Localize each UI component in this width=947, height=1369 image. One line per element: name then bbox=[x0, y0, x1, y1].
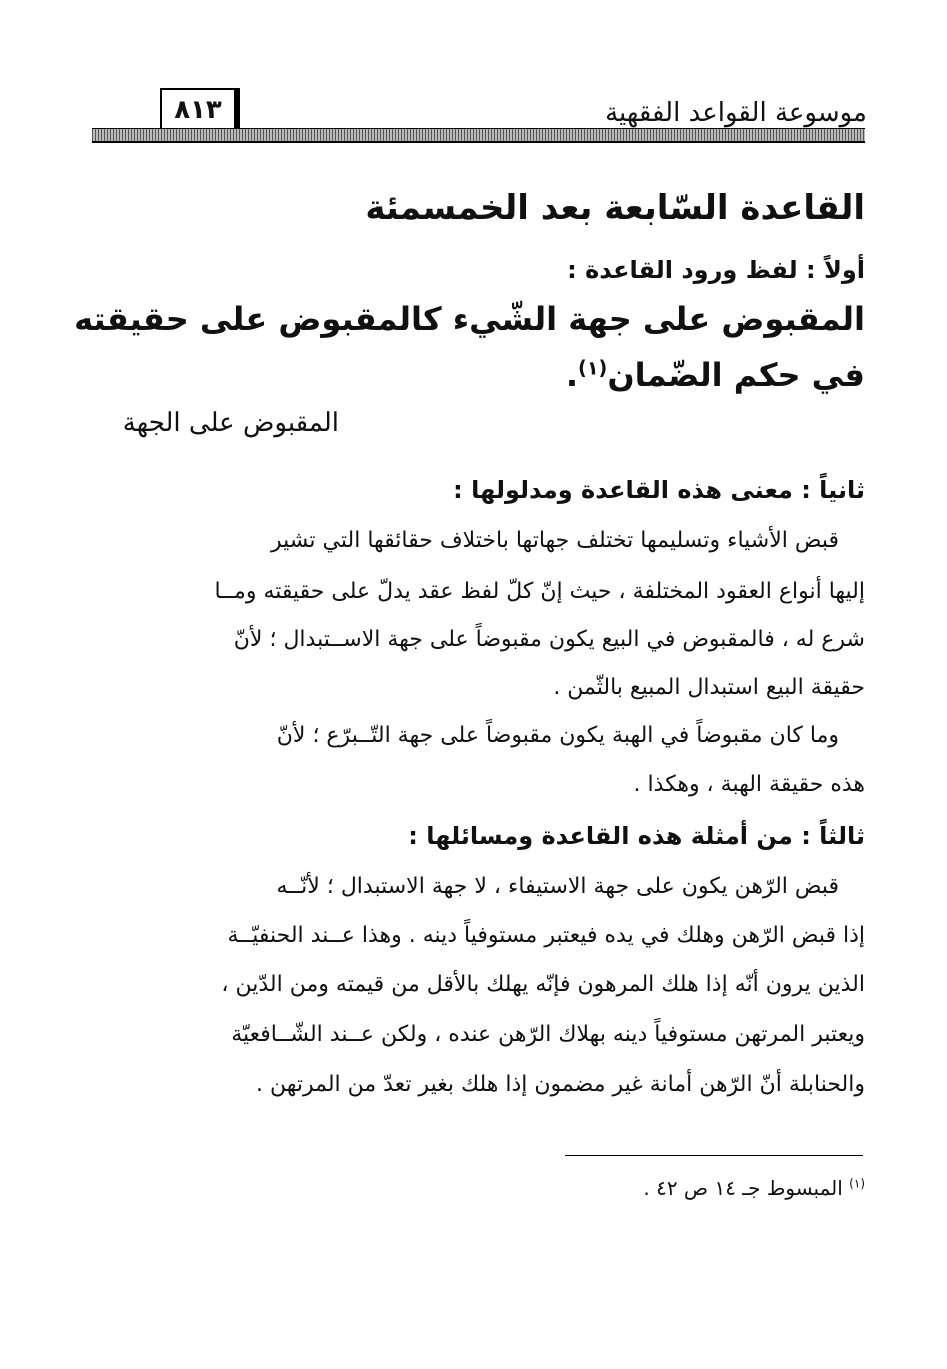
rule-quote-line-1: المقبوض على جهة الشّيء كالمقبوض على حقيقته bbox=[74, 300, 865, 338]
rule-heading: القاعدة السّابعة بعد الخمسمئة bbox=[365, 188, 865, 228]
section-2-line: شرع له ، فالمقبوض في البيع يكون مقبوضاً على جهة الاســتبدال ؛ لأنّ bbox=[233, 627, 865, 652]
footnote bbox=[643, 1176, 865, 1200]
section-2-line: قبض الأشياء وتسليمها تختلف جهاتها باختلاف حقائقها التي تشير bbox=[271, 528, 839, 553]
section-2-line: هذه حقيقة الهبة ، وهكذا . bbox=[633, 772, 865, 797]
section-3-line: إذا قبض الرّهن وهلك في يده فيعتبر مستوفياً دينه . وهذا عــند الحنفيّــة bbox=[227, 923, 865, 948]
section-2-line: وما كان مقبوضاً في الهبة يكون مقبوضاً على جهة التّــبرّع ؛ لأنّ bbox=[276, 723, 839, 748]
section-2-heading: ثانياً : معنى هذه القاعدة ومدلولها : bbox=[453, 476, 865, 504]
rule-quote-text: في حكم الضّمان bbox=[607, 356, 865, 394]
footnote-text: المبسوط جـ ١٤ ص ٤٢ . bbox=[643, 1176, 843, 1200]
section-1-heading: أولاً : لفظ ورود القاعدة : bbox=[567, 256, 865, 284]
footnote-ref: (١) bbox=[578, 356, 608, 380]
rule-quote-line-2 bbox=[566, 356, 865, 394]
header-rule bbox=[92, 128, 865, 143]
section-3-line: والحنابلة أنّ الرّهن أمانة غير مضمون إذا هلك بغير تعدّ من المرتهن . bbox=[255, 1072, 865, 1097]
section-3-line: ويعتبر المرتهن مستوفياً دينه بهلاك الرّهن عنده ، ولكن عــند الشّــافعيّة bbox=[231, 1022, 865, 1047]
rule-quote-end: . bbox=[565, 356, 579, 394]
section-2-line: إليها أنواع العقود المختلفة ، حيث إنّ كلّ لفظ عقد يدلّ على حقيقته ومــا bbox=[214, 579, 865, 604]
footnote-marker: (١) bbox=[849, 1176, 865, 1191]
section-3-heading: ثالثاً : من أمثلة هذه القاعدة ومسائلها : bbox=[408, 822, 865, 850]
section-3-line: الذين يرون أنّه إذا هلك المرهون فإنّه يهلك بالأقل من قيمته ومن الدّين ، bbox=[221, 972, 865, 997]
section-2-line: حقيقة البيع استبدال المبيع بالثّمن . bbox=[553, 675, 865, 700]
section-3-line: قبض الرّهن يكون على جهة الاستيفاء ، لا جهة الاستبدال ؛ لأنّــه bbox=[276, 874, 839, 899]
page-number: ٨١٣ bbox=[160, 88, 240, 132]
footnote-separator bbox=[565, 1155, 863, 1156]
handwritten-note: المقبوض على الجهة bbox=[122, 408, 339, 438]
running-header-title: موسوعة القواعد الفقهية bbox=[605, 98, 867, 128]
